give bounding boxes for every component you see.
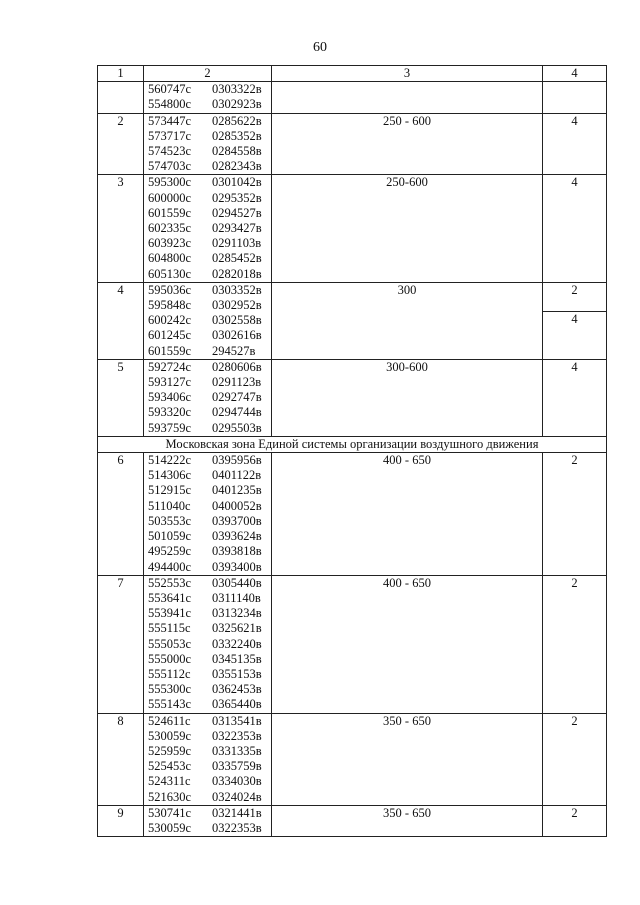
longitude: 0313234в bbox=[212, 606, 262, 621]
airspace-class: 4 bbox=[543, 113, 607, 175]
table-row bbox=[98, 113, 607, 175]
coordinate-pair bbox=[144, 267, 271, 282]
coordinate-pair bbox=[144, 682, 271, 697]
longitude: 0294744в bbox=[212, 405, 262, 420]
header-col-4: 4 bbox=[543, 66, 607, 82]
altitude-range: 300-600 bbox=[272, 359, 543, 436]
latitude: 495259с bbox=[148, 544, 192, 559]
latitude: 553641с bbox=[148, 590, 192, 605]
coordinate-pair bbox=[144, 298, 271, 313]
latitude: 524311с bbox=[148, 774, 191, 789]
coordinate-pair bbox=[144, 390, 271, 405]
longitude: 0295503в bbox=[212, 420, 262, 435]
coordinate-pair bbox=[144, 667, 271, 682]
table-row bbox=[98, 805, 607, 836]
longitude: 0393818в bbox=[212, 544, 262, 559]
coordinate-pair bbox=[144, 759, 271, 774]
coordinate-pair bbox=[144, 560, 271, 575]
latitude: 560747с bbox=[148, 82, 192, 97]
coordinate-pair bbox=[144, 82, 271, 97]
table-row bbox=[98, 575, 607, 713]
latitude: 595848с bbox=[148, 298, 192, 313]
longitude: 0401122в bbox=[212, 468, 262, 483]
longitude: 0302558в bbox=[212, 313, 262, 328]
airspace-class bbox=[543, 82, 607, 113]
altitude-range: 350 - 650 bbox=[272, 713, 543, 805]
coordinate-pair bbox=[144, 621, 271, 636]
latitude: 595036с bbox=[148, 282, 192, 297]
coordinate-pair bbox=[144, 697, 271, 712]
longitude: 0285622в bbox=[212, 113, 262, 128]
coordinates-cell bbox=[144, 805, 272, 836]
coordinates-cell bbox=[144, 713, 272, 805]
latitude: 573447с bbox=[148, 113, 192, 128]
coordinate-pair bbox=[144, 313, 271, 328]
table-row bbox=[98, 282, 607, 359]
airspace-class: 2 bbox=[543, 575, 607, 713]
longitude: 0284558в bbox=[212, 144, 262, 159]
latitude: 603923с bbox=[148, 236, 192, 251]
header-row bbox=[98, 66, 607, 82]
longitude: 0302616в bbox=[212, 328, 262, 343]
coordinate-pair bbox=[144, 328, 271, 343]
header-col-2: 2 bbox=[144, 66, 272, 82]
coordinate-pair bbox=[144, 114, 271, 129]
longitude: 0393700в bbox=[212, 513, 262, 528]
coordinate-pair bbox=[144, 806, 271, 821]
longitude: 0393624в bbox=[212, 529, 262, 544]
longitude: 0295352в bbox=[212, 190, 262, 205]
coordinates-cell bbox=[144, 82, 272, 113]
row-number: 2 bbox=[98, 113, 144, 175]
longitude: 0285352в bbox=[212, 128, 262, 143]
coordinates-table bbox=[97, 65, 607, 837]
row-number: 4 bbox=[98, 282, 144, 359]
latitude: 525959с bbox=[148, 743, 192, 758]
altitude-range: 250-600 bbox=[272, 175, 543, 282]
altitude-range: 350 - 650 bbox=[272, 805, 543, 836]
row-number: 3 bbox=[98, 175, 144, 282]
airspace-class: 4 bbox=[543, 175, 607, 282]
coordinate-pair bbox=[144, 637, 271, 652]
altitude-range: 400 - 650 bbox=[272, 453, 543, 576]
latitude: 593320с bbox=[148, 405, 192, 420]
longitude: 0321441в bbox=[212, 805, 262, 820]
latitude: 573717с bbox=[148, 128, 192, 143]
header-col-3: 3 bbox=[272, 66, 543, 82]
altitude-range bbox=[272, 82, 543, 113]
latitude: 525453с bbox=[148, 759, 192, 774]
latitude: 574703с bbox=[148, 159, 192, 174]
longitude: 0302952в bbox=[212, 298, 262, 313]
header-col-1: 1 bbox=[98, 66, 144, 82]
longitude: 0293427в bbox=[212, 221, 262, 236]
longitude: 0280606в bbox=[212, 359, 262, 374]
coordinate-pair bbox=[144, 606, 271, 621]
table-row bbox=[98, 453, 607, 576]
latitude: 593127с bbox=[148, 375, 192, 390]
longitude: 0313541в bbox=[212, 713, 262, 728]
longitude: 0401235в bbox=[212, 483, 262, 498]
latitude: 600242с bbox=[148, 313, 192, 328]
row-number bbox=[98, 82, 144, 113]
table-row bbox=[98, 713, 607, 805]
latitude: 514306с bbox=[148, 468, 192, 483]
row-number: 6 bbox=[98, 453, 144, 576]
latitude: 555115с bbox=[148, 621, 191, 636]
latitude: 553941с bbox=[148, 606, 192, 621]
coordinate-pair bbox=[144, 175, 271, 190]
coordinate-pair bbox=[144, 206, 271, 221]
coordinate-pair bbox=[144, 360, 271, 375]
latitude: 602335с bbox=[148, 221, 192, 236]
coordinate-pair bbox=[144, 159, 271, 174]
longitude: 0325621в bbox=[212, 621, 262, 636]
longitude: 0322353в bbox=[212, 820, 262, 835]
coordinate-pair bbox=[144, 421, 271, 436]
longitude: 294527в bbox=[212, 343, 256, 358]
coordinate-pair bbox=[144, 191, 271, 206]
longitude: 0303352в bbox=[212, 282, 262, 297]
longitude: 0322353в bbox=[212, 728, 262, 743]
latitude: 593759с bbox=[148, 420, 192, 435]
coordinate-pair bbox=[144, 529, 271, 544]
coordinate-pair bbox=[144, 375, 271, 390]
longitude: 0355153в bbox=[212, 666, 262, 681]
coordinate-pair bbox=[144, 544, 271, 559]
coordinate-pair bbox=[144, 744, 271, 759]
latitude: 552553с bbox=[148, 575, 192, 590]
latitude: 501059с bbox=[148, 529, 192, 544]
airspace-class bbox=[543, 282, 607, 359]
altitude-range: 300 bbox=[272, 282, 543, 359]
section-title: Московская зона Единой системы организации воздушного движения bbox=[98, 436, 607, 452]
latitude: 524611с bbox=[148, 713, 191, 728]
latitude: 601559с bbox=[148, 205, 192, 220]
coordinate-pair bbox=[144, 283, 271, 298]
latitude: 530059с bbox=[148, 728, 192, 743]
section-row bbox=[98, 436, 607, 452]
longitude: 0311140в bbox=[212, 590, 261, 605]
longitude: 0393400в bbox=[212, 559, 262, 574]
longitude: 0305440в bbox=[212, 575, 262, 590]
coordinate-pair bbox=[144, 468, 271, 483]
latitude: 554800с bbox=[148, 97, 192, 112]
longitude: 0332240в bbox=[212, 636, 262, 651]
longitude: 0331335в bbox=[212, 743, 262, 758]
longitude: 0303322в bbox=[212, 82, 262, 97]
row-number: 7 bbox=[98, 575, 144, 713]
airspace-class-lower: 4 bbox=[571, 311, 578, 326]
longitude: 0362453в bbox=[212, 682, 262, 697]
latitude: 555300с bbox=[148, 682, 192, 697]
coordinate-pair bbox=[144, 514, 271, 529]
latitude: 593406с bbox=[148, 390, 192, 405]
longitude: 0302923в bbox=[212, 97, 262, 112]
longitude: 0395956в bbox=[212, 453, 262, 468]
row-number: 5 bbox=[98, 359, 144, 436]
longitude: 0400052в bbox=[212, 498, 262, 513]
airspace-class: 2 bbox=[543, 453, 607, 576]
latitude: 514222с bbox=[148, 453, 192, 468]
latitude: 605130с bbox=[148, 266, 192, 281]
coordinate-pair bbox=[144, 344, 271, 359]
longitude: 0285452в bbox=[212, 251, 262, 266]
altitude-range: 250 - 600 bbox=[272, 113, 543, 175]
coordinate-pair bbox=[144, 499, 271, 514]
airspace-class: 2 bbox=[543, 805, 607, 836]
coordinates-cell bbox=[144, 453, 272, 576]
coordinate-pair bbox=[144, 453, 271, 468]
latitude: 503553с bbox=[148, 513, 192, 528]
coordinate-pair bbox=[144, 483, 271, 498]
table-row bbox=[98, 359, 607, 436]
coordinates-cell bbox=[144, 282, 272, 359]
latitude: 601559с bbox=[148, 343, 192, 358]
latitude: 555053с bbox=[148, 636, 192, 651]
longitude: 0292747в bbox=[212, 390, 262, 405]
latitude: 511040с bbox=[148, 498, 191, 513]
latitude: 512915с bbox=[148, 483, 192, 498]
coordinates-cell bbox=[144, 359, 272, 436]
latitude: 592724с bbox=[148, 359, 192, 374]
longitude: 0324024в bbox=[212, 789, 262, 804]
table-row bbox=[98, 175, 607, 282]
row-number: 9 bbox=[98, 805, 144, 836]
coordinate-pair bbox=[144, 774, 271, 789]
latitude: 530059с bbox=[148, 820, 192, 835]
altitude-range: 400 - 650 bbox=[272, 575, 543, 713]
latitude: 521630с bbox=[148, 789, 192, 804]
longitude: 0282018в bbox=[212, 266, 262, 281]
coordinate-pair bbox=[144, 652, 271, 667]
coordinate-pair bbox=[144, 790, 271, 805]
airspace-class: 4 bbox=[543, 359, 607, 436]
coordinate-pair bbox=[144, 251, 271, 266]
page-number: 60 bbox=[313, 40, 327, 55]
coordinate-pair bbox=[144, 714, 271, 729]
latitude: 600000с bbox=[148, 190, 192, 205]
table-row bbox=[98, 82, 607, 113]
coordinate-pair bbox=[144, 129, 271, 144]
latitude: 494400с bbox=[148, 559, 192, 574]
longitude: 0282343в bbox=[212, 159, 262, 174]
latitude: 601245с bbox=[148, 328, 192, 343]
longitude: 0294527в bbox=[212, 205, 262, 220]
latitude: 595300с bbox=[148, 175, 192, 190]
longitude: 0291123в bbox=[212, 375, 262, 390]
longitude: 0345135в bbox=[212, 651, 262, 666]
latitude: 555000с bbox=[148, 651, 192, 666]
airspace-class: 2 bbox=[543, 713, 607, 805]
coordinate-pair bbox=[144, 405, 271, 420]
longitude: 0291103в bbox=[212, 236, 262, 251]
row-number: 8 bbox=[98, 713, 144, 805]
coordinate-pair bbox=[144, 729, 271, 744]
coordinate-pair bbox=[144, 576, 271, 591]
longitude: 0365440в bbox=[212, 697, 262, 712]
longitude: 0334030в bbox=[212, 774, 262, 789]
latitude: 574523с bbox=[148, 144, 192, 159]
coordinate-pair bbox=[144, 221, 271, 236]
coordinate-pair bbox=[144, 821, 271, 836]
coordinate-pair bbox=[144, 97, 271, 112]
coordinate-pair bbox=[144, 591, 271, 606]
coordinate-pair bbox=[144, 144, 271, 159]
coordinates-cell bbox=[144, 113, 272, 175]
coordinates-cell bbox=[144, 175, 272, 282]
latitude: 530741с bbox=[148, 805, 192, 820]
coordinates-cell bbox=[144, 575, 272, 713]
longitude: 0301042в bbox=[212, 175, 262, 190]
latitude: 604800с bbox=[148, 251, 192, 266]
latitude: 555143с bbox=[148, 697, 192, 712]
coordinate-pair bbox=[144, 236, 271, 251]
latitude: 555112с bbox=[148, 666, 191, 681]
airspace-class-upper: 2 bbox=[543, 283, 606, 312]
longitude: 0335759в bbox=[212, 759, 262, 774]
